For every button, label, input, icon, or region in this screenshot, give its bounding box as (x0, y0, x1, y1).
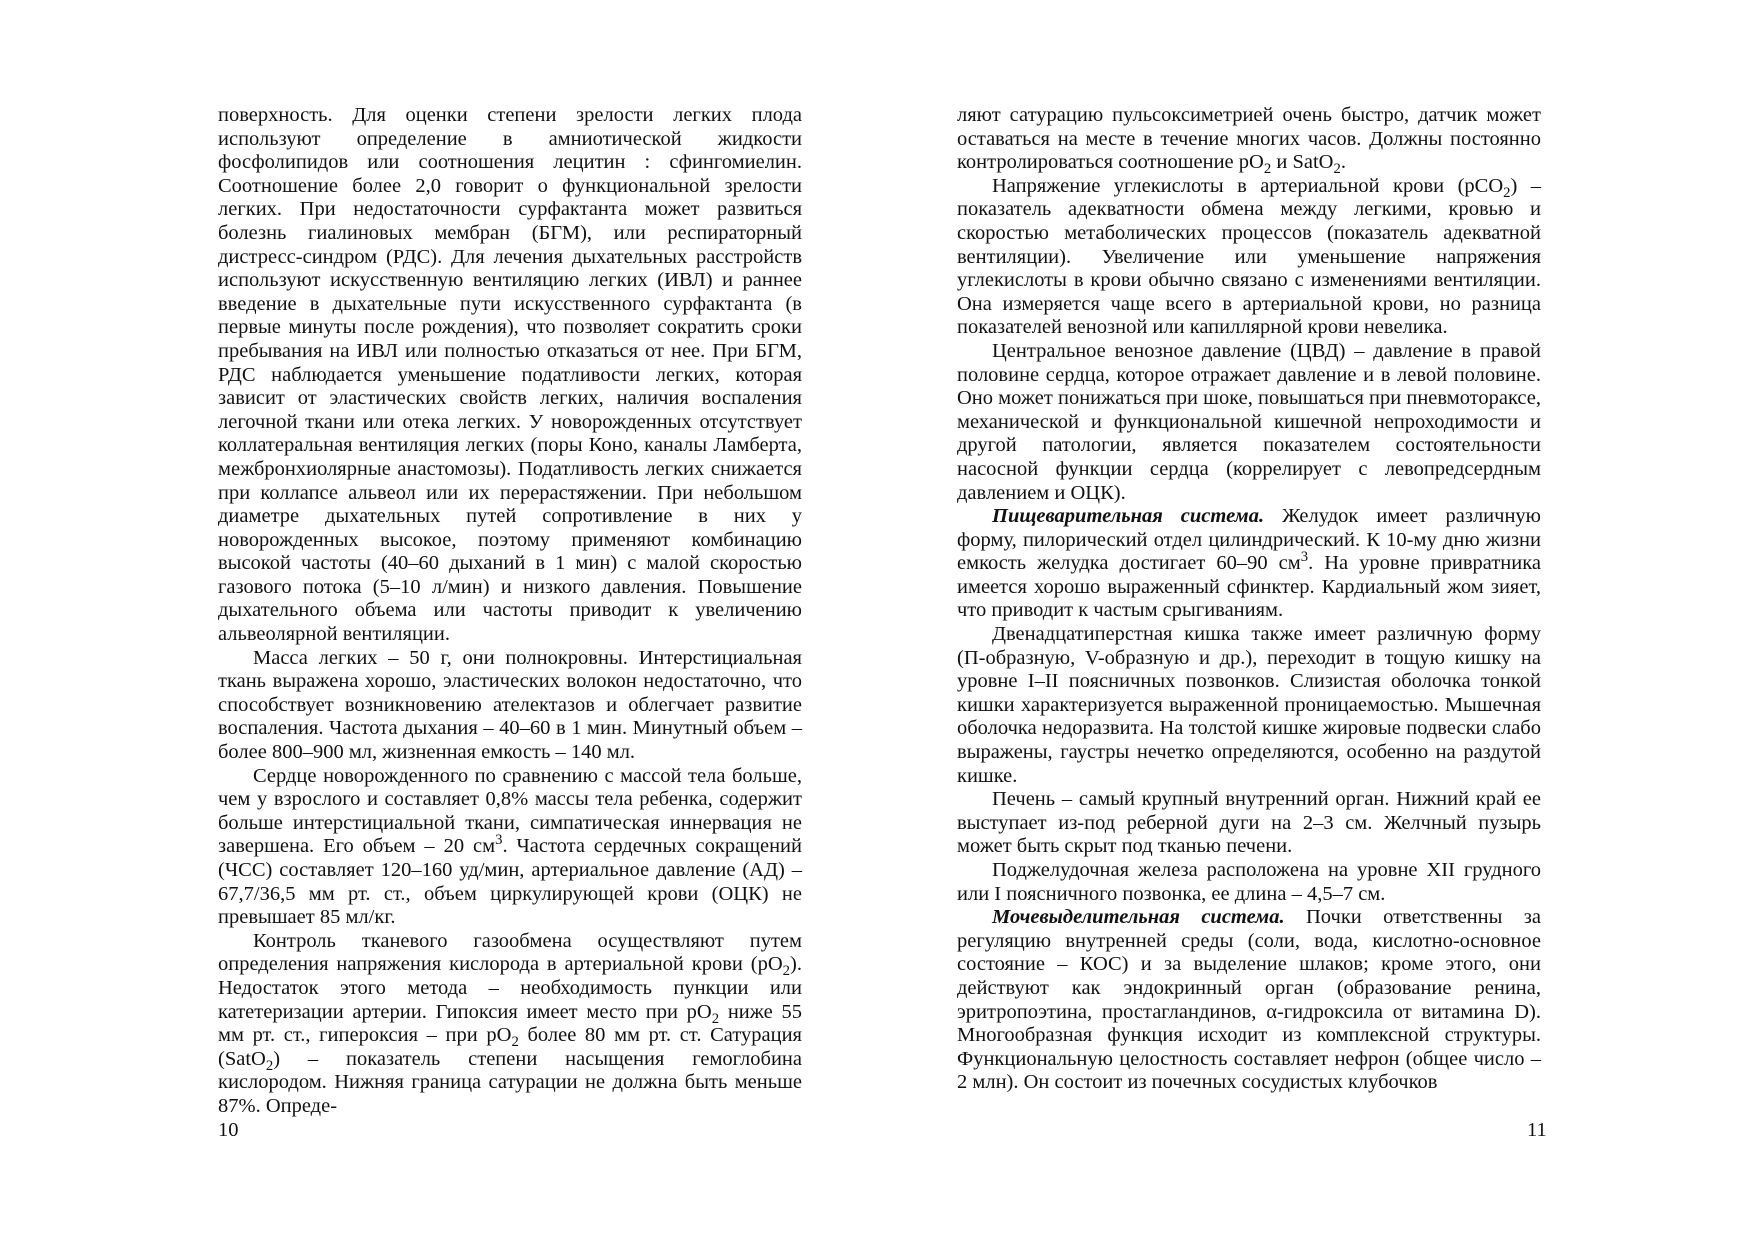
text-run: и SatO (1271, 151, 1334, 174)
text-run: Печень – самый крупный внутренний орган. Нижний край ее выступает из-под реберной дуги на 2–3 см. Желчный пузырь может быть скрыт под тканью печени. (957, 788, 1541, 858)
paragraph (957, 505, 1541, 623)
paragraph (218, 104, 802, 647)
text-run: ниже 55 мм рт. ст., гипероксия – при pO (218, 1000, 803, 1047)
paragraph (957, 623, 1541, 788)
paragraph (957, 104, 1541, 178)
superscript: 3 (1300, 549, 1309, 566)
text-run: более 80 мм рт. ст. Сатурация (SatO (218, 1024, 802, 1070)
paragraph (218, 647, 802, 765)
section-heading: Мочевыделительная система. (992, 906, 1285, 929)
right-page-text (957, 104, 1541, 1095)
section-heading: Пищеварительная система. (992, 505, 1265, 528)
page-number: 10 (218, 1119, 239, 1141)
subscript: 2 (711, 1010, 720, 1027)
text-run: Центральное венозное давление (ЦВД) – давление в правой половине сердца, которое отражает давление и в левой половине. Оно может понижаться при шоке, повышаться при пневмотораксе, механической и функциональной кишечной непроходимости и другой патологии, является показателем состоятельности насосной функции сердца (коррелирует с левопредсердным давлением и ОЦК). (957, 339, 1541, 504)
subscript: 2 (511, 1034, 519, 1051)
text-run: Напряжение углекислоты в артериальной крови (pCO (992, 174, 1504, 197)
paragraph (957, 788, 1541, 859)
subscript: 2 (782, 963, 791, 980)
text-run: . (1340, 151, 1346, 174)
text-run: ) – показатель адекватности обмена между легкими, кровью и скоростью метаболических процессов (показатель адекватной вентиляции). Увеличение или уменьшение напряжения углекислоты в крови обычно связано с изменениями вентиляции. Она измеряется чаще всего в артериальной крови, но разница показателей венозной или капиллярной крови невелика. (957, 174, 1542, 339)
text-run: Поджелудочная железа расположена на уровне XII грудного или I поясничного позвонка, ее длина – 4,5–7 см. (957, 859, 1541, 905)
text-run: ). Недостаток этого метода – необходимость пункции или катетеризации артерии. Гипоксия имеет место при pO (218, 953, 802, 1023)
text-run: Желудок имеет различную форму, пилорический отдел цилиндрический. К 10-му дню жизни емкость желудка достигает 60–90 см (957, 505, 1541, 575)
text-run: Контроль тканевого газообмена осуществляют путем определения напряжения кислорода в артериальной крови (pO (218, 929, 802, 976)
right-page (877, 0, 1755, 1240)
paragraph (957, 859, 1541, 906)
left-page-text (218, 104, 802, 1119)
text-run: Почки ответственны за регуляцию внутренней среды (соли, вода, кислотно-основное состояние – КОС) и за выделение шлаков; кроме этого, они действуют как эндокринный орган (образование ренина, эритропоэтина, простагландинов, α-гидроксила от витамина D). Многообразная функция исходит из комплексной структуры. Функциональную целостность составляет нефрон (общее число – 2 млн). Он состоит из почечных сосудистых клубочков (957, 906, 1541, 1094)
text-run: Сердце новорожденного по сравнению с массой тела больше, чем у взрослого и составляет 0,8% массы тела ребенка, содержит больше интерстициальной ткани, симпатическая иннервация не завершена. Его объем – 20 см (218, 764, 802, 858)
text-run: ) – показатель степени насыщения гемоглобина кислородом. Нижняя граница сатурации не должна быть меньше 87%. Опреде- (218, 1047, 802, 1117)
subscript: 2 (1333, 161, 1341, 178)
text-run: Масса легких – 50 г, они полнокровны. Интерстициальная ткань выражена хорошо, эластических волокон недостаточно, что способствует возникновению ателектазов и облегчает развитие воспаления. Частота дыхания – 40–60 в 1 мин. Минутный объем – более 800–900 мл, жизненная емкость – 140 мл. (218, 646, 802, 764)
superscript: 3 (495, 832, 503, 849)
text-run: ляют сатурацию пульсоксиметрией очень быстро, датчик может оставаться на месте в течение многих часов. Должны постоянно контролироваться соотношение pO (957, 104, 1541, 174)
page-number: 11 (1527, 1119, 1547, 1141)
text-run: поверхность. Для оценки степени зрелости легких плода используют определение в амниотической жидкости фосфолипидов или соотношения лецитин : сфингомиелин. Соотношение более 2,0 говорит о функциональной зрелости легких. При недостаточности сурфактанта может развиться болезнь гиалиновых мембран (БГМ), или респираторный дистресс-синдром (РДС). Для лечения дыхательных расстройств используют искусственную вентиляцию легких (ИВЛ) и раннее введение в дыхательные пути искусственного сурфактанта (в первые минуты после рождения), что позволяет сократить сроки пребывания на ИВЛ или полностью отказаться от нее. При БГМ, РДС наблюдается уменьшение податливости легких, которая зависит от эластических свойств легких, наличия воспаления легочной ткани или отека легких. У новорожденных отсутствует коллатеральная вентиляция легких (поры Коно, каналы Ламберта, межбронхиолярные анастомозы). Податливость легких снижается при коллапсе альвеол или их перерастяжении. При небольшом диаметре дыхательных путей сопротивление в них у новорожденных высокое, поэтому применяют комбинацию высокой частоты (40–60 дыханий в 1 мин) с малой скоростью газового потока (5–10 л/мин) и низкого давления. Повышение дыхательного объема или частоты приводит к увеличению альвеолярной вентиляции. (218, 104, 802, 646)
paragraph (957, 340, 1541, 505)
left-page (0, 0, 877, 1240)
text-run: Двенадцатиперстная кишка также имеет различную форму (П-образную, V-образную и др.), переходит в тощую кишку на уровне I–II поясничных позвонков. Слизистая оболочка тонкой кишки характеризуется выраженной проницаемостью. Мышечная оболочка недоразвита. На толстой кишке жировые подвески слабо выражены, гаустры нечетко определяются, особенно на раздутой кишке. (957, 623, 1541, 787)
paragraph (218, 930, 802, 1119)
subscript: 2 (1263, 161, 1272, 178)
text-run: . На уровне привратника имеется хорошо выраженный сфинктер. Кардиальный жом зияет, что приводит к частым срыгиваниям. (957, 552, 1541, 622)
paragraph (957, 906, 1541, 1095)
paragraph (957, 175, 1541, 340)
subscript: 2 (1503, 184, 1511, 201)
paragraph (218, 765, 802, 930)
subscript: 2 (265, 1057, 274, 1074)
text-run: . Частота сердечных сокращений (ЧСС) составляет 120–160 уд/мин, артериальное давление (АД) – 67,7/36,5 мм рт. ст., объем циркулирующей крови (ОЦК) не превышает 85 мл/кг. (218, 835, 802, 929)
